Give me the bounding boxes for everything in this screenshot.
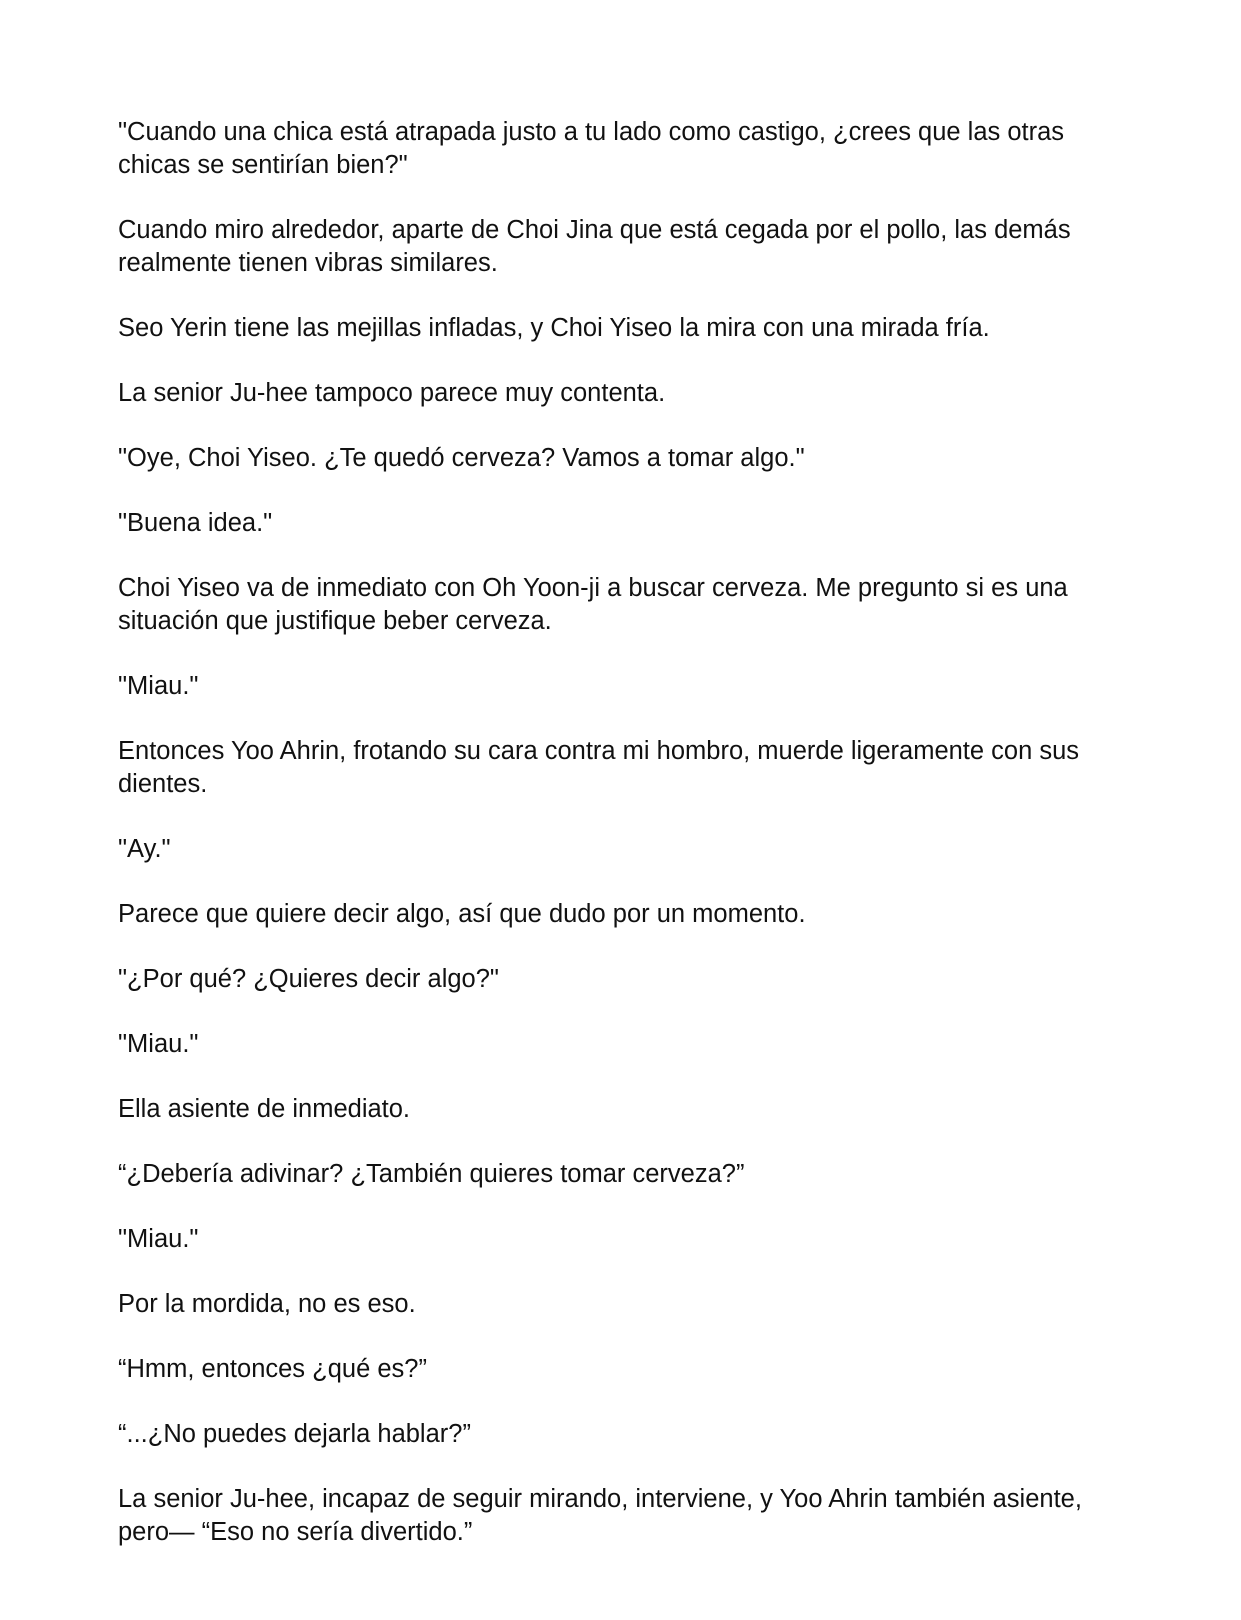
paragraph-15: “¿Debería adivinar? ¿También quieres tomar cerveza?”: [118, 1160, 745, 1188]
paragraph-12: "¿Por qué? ¿Quieres decir algo?": [118, 965, 499, 993]
paragraph-11: Parece que quiere decir algo, así que dudo por un momento.: [118, 900, 806, 928]
paragraph-18: “Hmm, entonces ¿qué es?”: [118, 1355, 427, 1383]
paragraph-13: "Miau.": [118, 1030, 199, 1058]
paragraph-14: Ella asiente de inmediato.: [118, 1095, 411, 1123]
paragraph-8: "Miau.": [118, 672, 199, 700]
paragraph-6: "Buena idea.": [118, 509, 273, 537]
paragraph-3: Seo Yerin tiene las mejillas infladas, y Choi Yiseo la mira con una mirada fría.: [118, 314, 990, 342]
paragraph-1: "Cuando una chica está atrapada justo a tu lado como castigo, ¿crees que las otras chicas se sentirían bien?": [118, 118, 1065, 179]
document-body: [118, 116, 1122, 1581]
paragraph-2: Cuando miro alrededor, aparte de Choi Jina que está cegada por el pollo, las demás realmente tienen vibras similares.: [118, 216, 1071, 277]
paragraph-5: "Oye, Choi Yiseo. ¿Te quedó cerveza? Vamos a tomar algo.": [118, 444, 805, 472]
paragraph-16: "Miau.": [118, 1225, 199, 1253]
paragraph-7: Choi Yiseo va de inmediato con Oh Yoon-ji a buscar cerveza. Me pregunto si es una situación que justifique beber cerveza.: [118, 574, 1068, 635]
paragraph-4: La senior Ju-hee tampoco parece muy contenta.: [118, 379, 666, 407]
paragraph-9: Entonces Yoo Ahrin, frotando su cara contra mi hombro, muerde ligeramente con sus dientes.: [118, 737, 1080, 798]
paragraph-10: "Ay.": [118, 835, 171, 863]
paragraph-19: “...¿No puedes dejarla hablar?”: [118, 1420, 471, 1448]
paragraph-20: La senior Ju-hee, incapaz de seguir mirando, interviene, y Yoo Ahrin también asiente, pero— “Eso no sería divertido.”: [118, 1485, 1082, 1546]
paragraph-17: Por la mordida, no es eso.: [118, 1290, 416, 1318]
